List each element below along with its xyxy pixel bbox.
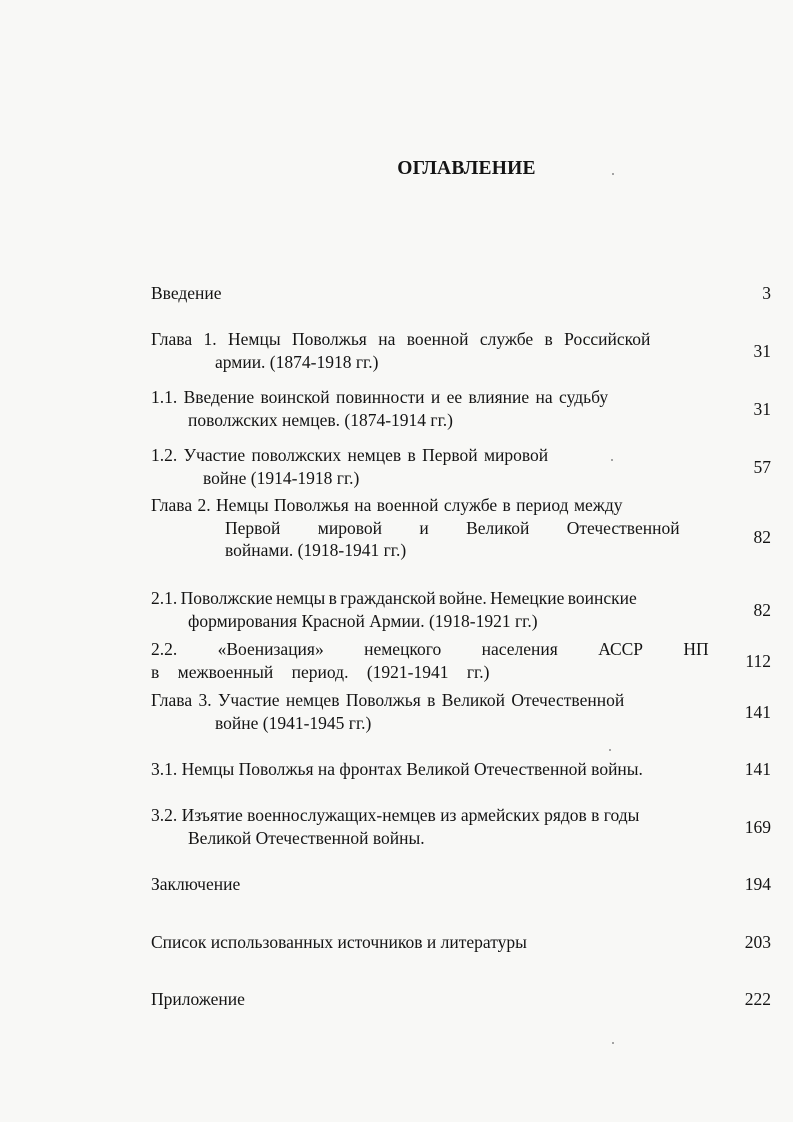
toc-line: Список использованных источников и литературы: [151, 932, 527, 952]
toc-line: Введение: [151, 283, 222, 303]
toc-line: 2.2. «Военизация» немецкого населения АССР НП: [151, 639, 709, 659]
toc-page-number: 82: [753, 600, 771, 620]
toc-line: 2.1. Поволжские немцы в гражданской войне. Немецкие воинские: [151, 588, 637, 608]
toc-page-number: 194: [744, 874, 771, 894]
toc-page-number: 203: [744, 932, 771, 952]
toc-entry-text: [151, 386, 689, 431]
toc-line: 3.1. Немцы Поволжья на фронтах Великой Отечественной войны.: [151, 759, 643, 779]
toc-page-number: 57: [753, 457, 771, 477]
toc-line: войне (1941-1945 гг.): [215, 712, 372, 733]
toc-line: поволжских немцев. (1874-1914 гг.): [188, 409, 454, 430]
toc-page-number: 31: [753, 341, 771, 361]
scan-speck: [611, 459, 613, 461]
toc-entry-text: [151, 931, 689, 954]
toc-line: Приложение: [151, 989, 245, 1009]
toc-line: Заключение: [151, 874, 241, 894]
toc-line: Глава 3. Участие немцев Поволжья в Великой Отечественной: [151, 690, 625, 710]
scan-speck: [612, 1042, 614, 1044]
scan-speck: [612, 173, 614, 175]
toc-line: 1.2. Участие поволжских немцев в Первой мировой: [151, 445, 549, 465]
toc-entry-text: [151, 804, 689, 849]
toc-entry-text: [151, 873, 689, 896]
toc-line: войне (1914-1918 гг.): [203, 467, 360, 488]
page-title: ОГЛАВЛЕНИЕ: [397, 158, 536, 179]
toc-entry-text: [151, 587, 689, 632]
toc-entry-text: [151, 638, 709, 683]
toc-entry-text: [151, 689, 689, 734]
scan-speck: [609, 749, 611, 751]
toc-page-number: 3: [762, 283, 771, 303]
toc-line: в межвоенный период. (1921-1941 гг.): [151, 661, 490, 682]
toc-line: 1.1. Введение воинской повинности и ее влияние на судьбу: [151, 387, 609, 407]
toc-entry-text: [151, 494, 689, 562]
toc-page-number: 31: [753, 399, 771, 419]
toc-line: Глава 1. Немцы Поволжья на военной службе в Российской: [151, 329, 651, 349]
toc-line: формирования Красной Армии. (1918-1921 гг.): [188, 610, 538, 631]
toc-page-number: 82: [753, 527, 771, 547]
toc-line: Первой мировой и Великой Отечественной: [225, 517, 680, 538]
toc-line: 3.2. Изъятие военнослужащих-немцев из армейских рядов в годы: [151, 805, 640, 825]
toc-entry-text: [151, 758, 689, 781]
toc-page-number: 141: [744, 702, 771, 722]
toc-entry-text: [151, 328, 689, 373]
toc-entry-text: [151, 282, 689, 305]
toc-page-number: 222: [744, 989, 771, 1009]
toc-line: армии. (1874-1918 гг.): [215, 351, 379, 372]
toc-entry-text: [151, 988, 689, 1011]
toc-line: Глава 2. Немцы Поволжья на военной службе в период между: [151, 495, 623, 515]
toc-line: Великой Отечественной войны.: [188, 827, 425, 848]
toc-line: войнами. (1918-1941 гг.): [225, 540, 407, 560]
toc-page-number: 169: [744, 817, 771, 837]
toc-page-number: 112: [745, 651, 771, 671]
toc-entry-text: [151, 444, 689, 489]
toc-page-number: 141: [744, 759, 771, 779]
